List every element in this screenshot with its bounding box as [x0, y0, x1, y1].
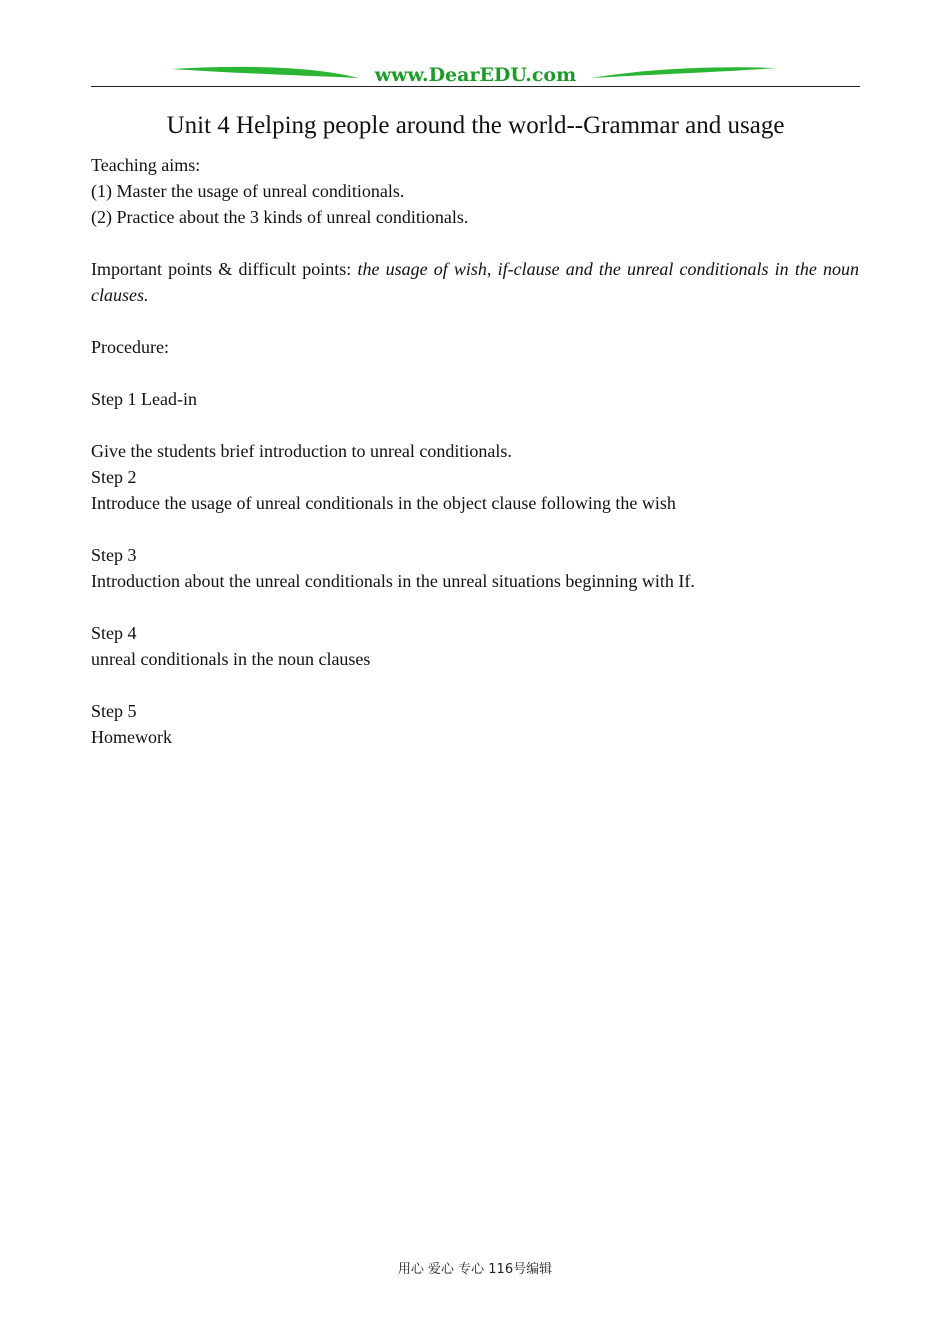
important-points-paragraph: [91, 256, 859, 308]
step-label: Step 3: [91, 545, 137, 565]
step-text: Give the students brief introduction to unreal conditionals.: [91, 441, 512, 461]
step-text: unreal conditionals in the noun clauses: [91, 649, 371, 669]
procedure-label: Procedure:: [91, 337, 169, 357]
important-points-text: the usage of wish, if-clause and the unreal conditionals in the noun clauses.: [91, 259, 859, 305]
aim-item: (2) Practice about the 3 kinds of unreal conditionals.: [91, 207, 469, 227]
step-label: Step 1 Lead-in: [91, 389, 197, 409]
header-rule: [91, 86, 860, 87]
aim-item: (1) Master the usage of unreal conditionals.: [91, 181, 405, 201]
step-label: Step 2: [91, 467, 137, 487]
important-points-label: Important points & difficult points:: [91, 259, 358, 279]
step-text: Introduce the usage of unreal conditionals in the object clause following the wish: [91, 493, 676, 513]
step-text: Introduction about the unreal conditionals in the unreal situations beginning with If.: [91, 571, 695, 591]
teaching-aims-label: Teaching aims:: [91, 155, 201, 175]
site-logo-text: www.DearEDU.com: [374, 64, 577, 86]
document-title: Unit 4 Helping people around the world--Grammar and usage: [166, 112, 785, 139]
step-text: Homework: [91, 727, 172, 747]
page-footer: 用心 爱心 专心 116号编辑: [397, 1262, 553, 1277]
page-header: [91, 62, 860, 88]
step-label: Step 5: [91, 701, 137, 721]
document-body: [91, 152, 859, 750]
step-label: Step 4: [91, 623, 137, 643]
